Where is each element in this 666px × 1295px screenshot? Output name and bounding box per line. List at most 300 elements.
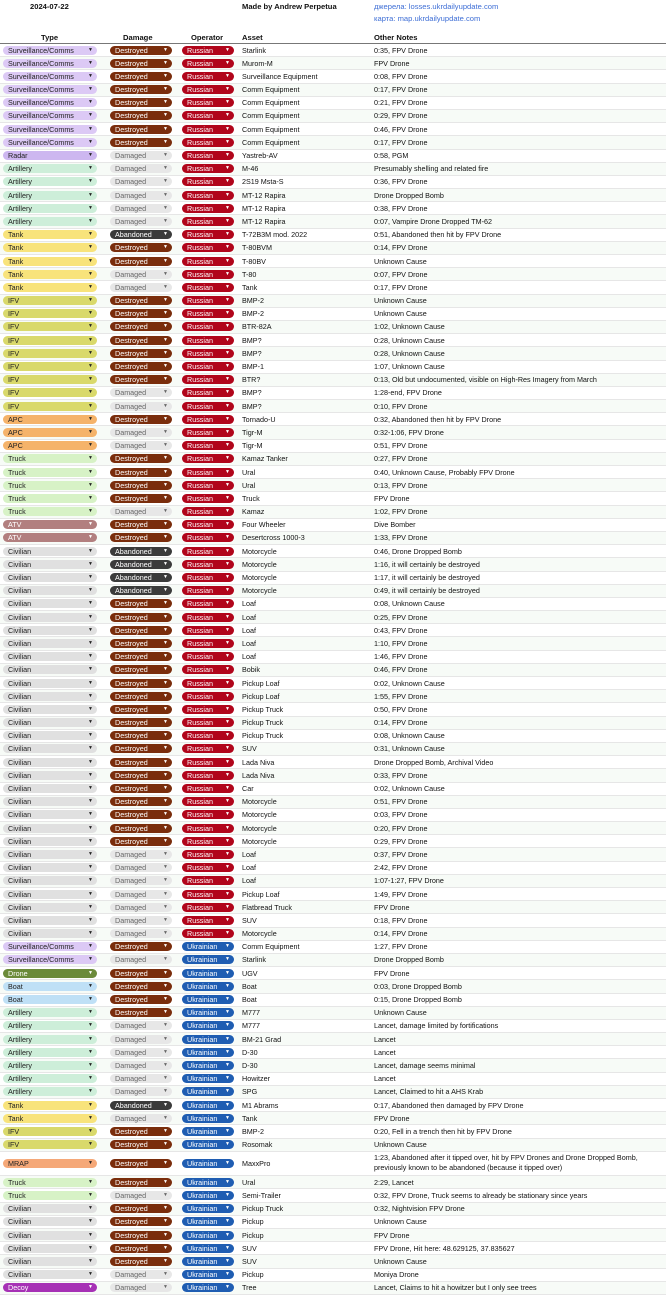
damage-dropdown[interactable]	[110, 164, 172, 173]
damage-dropdown[interactable]	[110, 533, 172, 542]
operator-dropdown[interactable]	[182, 1191, 234, 1200]
type-dropdown[interactable]	[3, 204, 97, 213]
operator-dropdown[interactable]	[182, 191, 234, 200]
operator-dropdown[interactable]	[182, 560, 234, 569]
damage-dropdown[interactable]	[110, 626, 172, 635]
type-dropdown[interactable]	[3, 560, 97, 569]
type-dropdown[interactable]	[3, 296, 97, 305]
column-header-operator[interactable]: Operator	[191, 33, 224, 42]
damage-dropdown[interactable]	[110, 1231, 172, 1240]
operator-dropdown[interactable]	[182, 1270, 234, 1279]
type-dropdown[interactable]	[3, 72, 97, 81]
damage-dropdown[interactable]	[110, 1191, 172, 1200]
operator-dropdown[interactable]	[182, 72, 234, 81]
damage-dropdown[interactable]	[110, 1101, 172, 1110]
type-dropdown[interactable]	[3, 916, 97, 925]
asset-cell: Kamaz	[242, 507, 265, 517]
type-dropdown[interactable]	[3, 257, 97, 266]
damage-dropdown[interactable]	[110, 1140, 172, 1149]
damage-dropdown[interactable]	[110, 797, 172, 806]
operator-dropdown[interactable]	[182, 665, 234, 674]
damage-dropdown[interactable]	[110, 1217, 172, 1226]
operator-dropdown[interactable]	[182, 217, 234, 226]
operator-dropdown[interactable]	[182, 98, 234, 107]
type-dropdown[interactable]	[3, 837, 97, 846]
damage-dropdown[interactable]	[110, 296, 172, 305]
operator-dropdown[interactable]	[182, 1008, 234, 1017]
operator-dropdown[interactable]	[182, 257, 234, 266]
dropdown-arrow-icon: ▼	[88, 837, 93, 844]
operator-dropdown[interactable]	[182, 863, 234, 872]
operator-dropdown[interactable]	[182, 679, 234, 688]
damage-dropdown[interactable]	[110, 191, 172, 200]
type-dropdown[interactable]	[3, 533, 97, 542]
damage-dropdown[interactable]	[110, 520, 172, 529]
damage-dropdown[interactable]	[110, 72, 172, 81]
operator-dropdown[interactable]	[182, 533, 234, 542]
type-dropdown[interactable]	[3, 428, 97, 437]
operator-dropdown[interactable]	[182, 705, 234, 714]
damage-dropdown[interactable]	[110, 995, 172, 1004]
type-dropdown[interactable]	[3, 85, 97, 94]
damage-dropdown[interactable]	[110, 125, 172, 134]
operator-dropdown[interactable]	[182, 586, 234, 595]
type-dropdown[interactable]	[3, 164, 97, 173]
operator-dropdown[interactable]	[182, 744, 234, 753]
type-dropdown[interactable]	[3, 125, 97, 134]
operator-dropdown[interactable]	[182, 1048, 234, 1057]
operator-dropdown[interactable]	[182, 1114, 234, 1123]
operator-dropdown[interactable]	[182, 1101, 234, 1110]
damage-dropdown[interactable]	[110, 1008, 172, 1017]
source-link-losses[interactable]: джерела: losses.ukrdailyupdate.com	[374, 2, 499, 11]
operator-dropdown[interactable]	[182, 850, 234, 859]
operator-dropdown[interactable]	[182, 494, 234, 503]
damage-dropdown[interactable]	[110, 784, 172, 793]
type-dropdown[interactable]	[3, 191, 97, 200]
operator-dropdown[interactable]	[182, 797, 234, 806]
damage-dropdown[interactable]	[110, 1283, 172, 1292]
damage-dropdown[interactable]	[110, 507, 172, 516]
type-dropdown[interactable]	[3, 481, 97, 490]
damage-dropdown[interactable]	[110, 810, 172, 819]
type-dropdown[interactable]	[3, 903, 97, 912]
damage-dropdown[interactable]	[110, 1270, 172, 1279]
damage-dropdown[interactable]	[110, 863, 172, 872]
operator-dropdown[interactable]	[182, 428, 234, 437]
type-dropdown[interactable]	[3, 771, 97, 780]
damage-dropdown[interactable]	[110, 665, 172, 674]
damage-dropdown[interactable]	[110, 388, 172, 397]
damage-dropdown[interactable]	[110, 850, 172, 859]
type-dropdown[interactable]	[3, 982, 97, 991]
type-dropdown[interactable]	[3, 824, 97, 833]
damage-dropdown[interactable]	[110, 454, 172, 463]
damage-dropdown[interactable]	[110, 1021, 172, 1030]
damage-dropdown[interactable]	[110, 837, 172, 846]
type-dropdown[interactable]	[3, 890, 97, 899]
operator-dropdown[interactable]	[182, 784, 234, 793]
damage-dropdown[interactable]	[110, 1048, 172, 1057]
operator-dropdown[interactable]	[182, 85, 234, 94]
damage-dropdown[interactable]	[110, 217, 172, 226]
operator-dropdown[interactable]	[182, 1140, 234, 1149]
damage-dropdown[interactable]	[110, 1159, 172, 1168]
column-header-type[interactable]: Type	[41, 33, 59, 42]
type-dropdown[interactable]	[3, 942, 97, 951]
damage-dropdown[interactable]	[110, 1127, 172, 1136]
type-dropdown[interactable]	[3, 626, 97, 635]
operator-dropdown[interactable]	[182, 230, 234, 239]
damage-dropdown[interactable]	[110, 705, 172, 714]
operator-dropdown[interactable]	[182, 599, 234, 608]
type-dropdown[interactable]	[3, 613, 97, 622]
type-dropdown[interactable]	[3, 151, 97, 160]
damage-dropdown[interactable]	[110, 744, 172, 753]
damage-dropdown[interactable]	[110, 652, 172, 661]
operator-dropdown[interactable]	[182, 692, 234, 701]
type-dropdown[interactable]	[3, 1244, 97, 1253]
type-dropdown[interactable]	[3, 876, 97, 885]
type-dropdown[interactable]	[3, 955, 97, 964]
operator-dropdown[interactable]	[182, 270, 234, 279]
operator-dropdown[interactable]	[182, 876, 234, 885]
column-header-asset[interactable]: Asset	[242, 33, 263, 42]
damage-dropdown[interactable]	[110, 481, 172, 490]
type-dropdown[interactable]	[3, 929, 97, 938]
dropdown-arrow-icon: ▼	[163, 837, 168, 844]
dropdown-arrow-icon: ▼	[88, 1231, 93, 1238]
type-dropdown-label: Civilian	[8, 573, 32, 582]
type-dropdown[interactable]	[3, 744, 97, 753]
damage-dropdown[interactable]	[110, 230, 172, 239]
type-dropdown[interactable]	[3, 995, 97, 1004]
operator-dropdown[interactable]	[182, 718, 234, 727]
damage-dropdown[interactable]	[110, 758, 172, 767]
type-dropdown[interactable]	[3, 573, 97, 582]
type-dropdown[interactable]	[3, 1257, 97, 1266]
type-dropdown[interactable]	[3, 1283, 97, 1292]
source-link-map[interactable]: карта: map.ukrdailyupdate.com	[374, 14, 481, 23]
operator-dropdown[interactable]	[182, 151, 234, 160]
type-dropdown[interactable]	[3, 336, 97, 345]
type-dropdown[interactable]	[3, 599, 97, 608]
type-dropdown[interactable]	[3, 138, 97, 147]
type-dropdown[interactable]	[3, 309, 97, 318]
type-dropdown[interactable]	[3, 758, 97, 767]
damage-dropdown[interactable]	[110, 138, 172, 147]
type-dropdown[interactable]	[3, 217, 97, 226]
operator-dropdown[interactable]	[182, 1035, 234, 1044]
column-header-damage[interactable]: Damage	[123, 33, 153, 42]
operator-dropdown[interactable]	[182, 46, 234, 55]
type-dropdown[interactable]	[3, 520, 97, 529]
operator-dropdown[interactable]	[182, 1204, 234, 1213]
operator-dropdown[interactable]	[182, 969, 234, 978]
column-header-notes[interactable]: Other Notes	[374, 33, 418, 42]
damage-dropdown[interactable]	[110, 402, 172, 411]
damage-dropdown[interactable]	[110, 771, 172, 780]
type-dropdown[interactable]	[3, 349, 97, 358]
operator-dropdown[interactable]	[182, 177, 234, 186]
damage-dropdown[interactable]	[110, 322, 172, 331]
type-dropdown[interactable]	[3, 177, 97, 186]
type-dropdown[interactable]	[3, 243, 97, 252]
dropdown-arrow-icon: ▼	[88, 1191, 93, 1198]
type-dropdown[interactable]	[3, 1008, 97, 1017]
operator-dropdown[interactable]	[182, 1217, 234, 1226]
damage-dropdown[interactable]	[110, 375, 172, 384]
damage-dropdown[interactable]	[110, 929, 172, 938]
operator-dropdown[interactable]	[182, 204, 234, 213]
operator-dropdown[interactable]	[182, 296, 234, 305]
type-dropdown[interactable]	[3, 1127, 97, 1136]
damage-dropdown[interactable]	[110, 1061, 172, 1070]
damage-dropdown[interactable]	[110, 85, 172, 94]
damage-dropdown[interactable]	[110, 876, 172, 885]
damage-dropdown[interactable]	[110, 955, 172, 964]
operator-dropdown[interactable]	[182, 454, 234, 463]
type-dropdown[interactable]	[3, 1035, 97, 1044]
operator-dropdown[interactable]	[182, 283, 234, 292]
damage-dropdown[interactable]	[110, 547, 172, 556]
type-dropdown[interactable]	[3, 111, 97, 120]
type-dropdown[interactable]	[3, 863, 97, 872]
operator-dropdown[interactable]	[182, 1283, 234, 1292]
damage-dropdown[interactable]	[110, 151, 172, 160]
type-dropdown[interactable]	[3, 507, 97, 516]
damage-dropdown[interactable]	[110, 942, 172, 951]
damage-dropdown[interactable]	[110, 59, 172, 68]
type-dropdown[interactable]	[3, 494, 97, 503]
operator-dropdown[interactable]	[182, 613, 234, 622]
damage-dropdown[interactable]	[110, 586, 172, 595]
damage-dropdown[interactable]	[110, 362, 172, 371]
operator-dropdown[interactable]	[182, 731, 234, 740]
damage-dropdown[interactable]	[110, 98, 172, 107]
type-dropdown[interactable]	[3, 1061, 97, 1070]
operator-dropdown[interactable]	[182, 59, 234, 68]
operator-dropdown[interactable]	[182, 520, 234, 529]
damage-dropdown[interactable]	[110, 731, 172, 740]
damage-dropdown[interactable]	[110, 1074, 172, 1083]
type-dropdown[interactable]	[3, 468, 97, 477]
type-dropdown[interactable]	[3, 1021, 97, 1030]
operator-dropdown[interactable]	[182, 415, 234, 424]
operator-dropdown[interactable]	[182, 336, 234, 345]
damage-dropdown[interactable]	[110, 613, 172, 622]
type-dropdown[interactable]	[3, 586, 97, 595]
operator-dropdown[interactable]	[182, 111, 234, 120]
damage-dropdown[interactable]	[110, 718, 172, 727]
operator-dropdown[interactable]	[182, 322, 234, 331]
type-dropdown[interactable]	[3, 46, 97, 55]
type-dropdown[interactable]	[3, 718, 97, 727]
operator-dropdown[interactable]	[182, 362, 234, 371]
damage-dropdown[interactable]	[110, 560, 172, 569]
type-dropdown-label: Surveillance/Comms	[8, 71, 74, 81]
operator-dropdown[interactable]	[182, 771, 234, 780]
operator-dropdown-label: Russian	[187, 203, 213, 213]
damage-dropdown[interactable]	[110, 1244, 172, 1253]
operator-dropdown[interactable]	[182, 903, 234, 912]
damage-dropdown[interactable]	[110, 336, 172, 345]
type-dropdown[interactable]	[3, 665, 97, 674]
operator-dropdown[interactable]	[182, 652, 234, 661]
type-dropdown[interactable]	[3, 969, 97, 978]
type-dropdown[interactable]	[3, 705, 97, 714]
operator-dropdown[interactable]	[182, 1178, 234, 1187]
operator-dropdown[interactable]	[182, 441, 234, 450]
type-dropdown[interactable]	[3, 98, 97, 107]
operator-dropdown[interactable]	[182, 1087, 234, 1096]
type-dropdown[interactable]	[3, 1140, 97, 1149]
type-dropdown[interactable]	[3, 1087, 97, 1096]
damage-dropdown[interactable]	[110, 1257, 172, 1266]
type-dropdown[interactable]	[3, 1101, 97, 1110]
operator-dropdown[interactable]	[182, 995, 234, 1004]
operator-dropdown[interactable]	[182, 916, 234, 925]
operator-dropdown[interactable]	[182, 626, 234, 635]
type-dropdown[interactable]	[3, 1191, 97, 1200]
damage-dropdown-label: Destroyed	[115, 533, 148, 543]
operator-dropdown[interactable]	[182, 375, 234, 384]
operator-dropdown[interactable]	[182, 639, 234, 648]
damage-dropdown[interactable]	[110, 428, 172, 437]
operator-dropdown[interactable]	[182, 1127, 234, 1136]
operator-dropdown[interactable]	[182, 388, 234, 397]
damage-dropdown[interactable]	[110, 415, 172, 424]
damage-dropdown[interactable]	[110, 890, 172, 899]
damage-dropdown[interactable]	[110, 283, 172, 292]
type-dropdown[interactable]	[3, 784, 97, 793]
type-dropdown[interactable]	[3, 547, 97, 556]
type-dropdown[interactable]	[3, 1270, 97, 1279]
type-dropdown[interactable]	[3, 402, 97, 411]
type-dropdown[interactable]	[3, 454, 97, 463]
operator-dropdown[interactable]	[182, 1231, 234, 1240]
damage-dropdown[interactable]	[110, 824, 172, 833]
type-dropdown[interactable]	[3, 810, 97, 819]
damage-dropdown[interactable]	[110, 969, 172, 978]
damage-dropdown[interactable]	[110, 494, 172, 503]
dropdown-arrow-icon: ▼	[163, 732, 168, 739]
operator-dropdown[interactable]	[182, 1021, 234, 1030]
damage-dropdown[interactable]	[110, 1114, 172, 1123]
operator-dropdown[interactable]	[182, 1074, 234, 1083]
type-dropdown[interactable]	[3, 1231, 97, 1240]
type-dropdown[interactable]	[3, 639, 97, 648]
damage-dropdown[interactable]	[110, 46, 172, 55]
type-dropdown[interactable]	[3, 362, 97, 371]
damage-dropdown[interactable]	[110, 177, 172, 186]
damage-dropdown[interactable]	[110, 349, 172, 358]
damage-dropdown[interactable]	[110, 309, 172, 318]
type-dropdown[interactable]	[3, 59, 97, 68]
type-dropdown[interactable]	[3, 1178, 97, 1187]
type-dropdown[interactable]	[3, 731, 97, 740]
operator-dropdown[interactable]	[182, 982, 234, 991]
type-dropdown[interactable]	[3, 375, 97, 384]
damage-dropdown[interactable]	[110, 1087, 172, 1096]
type-dropdown[interactable]	[3, 1048, 97, 1057]
damage-dropdown[interactable]	[110, 441, 172, 450]
type-dropdown[interactable]	[3, 1114, 97, 1123]
operator-dropdown[interactable]	[182, 824, 234, 833]
operator-dropdown[interactable]	[182, 1159, 234, 1168]
damage-dropdown[interactable]	[110, 1035, 172, 1044]
type-dropdown[interactable]	[3, 1074, 97, 1083]
damage-dropdown[interactable]	[110, 639, 172, 648]
damage-dropdown[interactable]	[110, 1204, 172, 1213]
operator-dropdown[interactable]	[182, 164, 234, 173]
operator-dropdown[interactable]	[182, 758, 234, 767]
operator-dropdown[interactable]	[182, 810, 234, 819]
damage-dropdown[interactable]	[110, 111, 172, 120]
operator-dropdown[interactable]	[182, 481, 234, 490]
operator-dropdown[interactable]	[182, 349, 234, 358]
operator-dropdown[interactable]	[182, 955, 234, 964]
notes-cell: Lancet, Claimed to hit a AHS Krab	[374, 1087, 484, 1097]
type-dropdown[interactable]	[3, 652, 97, 661]
type-dropdown[interactable]	[3, 441, 97, 450]
damage-dropdown[interactable]	[110, 270, 172, 279]
operator-dropdown[interactable]	[182, 942, 234, 951]
operator-dropdown[interactable]	[182, 837, 234, 846]
damage-dropdown[interactable]	[110, 903, 172, 912]
operator-dropdown[interactable]	[182, 243, 234, 252]
type-dropdown[interactable]	[3, 850, 97, 859]
operator-dropdown[interactable]	[182, 125, 234, 134]
operator-dropdown[interactable]	[182, 468, 234, 477]
type-dropdown[interactable]	[3, 388, 97, 397]
operator-dropdown[interactable]	[182, 507, 234, 516]
operator-dropdown[interactable]	[182, 547, 234, 556]
operator-dropdown[interactable]	[182, 890, 234, 899]
damage-dropdown[interactable]	[110, 692, 172, 701]
operator-dropdown[interactable]	[182, 309, 234, 318]
damage-dropdown[interactable]	[110, 468, 172, 477]
damage-dropdown[interactable]	[110, 204, 172, 213]
operator-dropdown[interactable]	[182, 1257, 234, 1266]
damage-dropdown[interactable]	[110, 982, 172, 991]
damage-dropdown[interactable]	[110, 573, 172, 582]
operator-dropdown[interactable]	[182, 573, 234, 582]
damage-dropdown[interactable]	[110, 1178, 172, 1187]
type-dropdown[interactable]	[3, 692, 97, 701]
damage-dropdown[interactable]	[110, 679, 172, 688]
type-dropdown[interactable]	[3, 1204, 97, 1213]
operator-dropdown[interactable]	[182, 402, 234, 411]
operator-dropdown[interactable]	[182, 1061, 234, 1070]
damage-dropdown[interactable]	[110, 599, 172, 608]
type-dropdown[interactable]	[3, 1159, 97, 1168]
damage-dropdown[interactable]	[110, 916, 172, 925]
type-dropdown[interactable]	[3, 679, 97, 688]
type-dropdown[interactable]	[3, 1217, 97, 1226]
type-dropdown[interactable]	[3, 283, 97, 292]
type-dropdown[interactable]	[3, 322, 97, 331]
operator-dropdown[interactable]	[182, 1244, 234, 1253]
type-dropdown[interactable]	[3, 415, 97, 424]
operator-dropdown[interactable]	[182, 138, 234, 147]
type-dropdown[interactable]	[3, 270, 97, 279]
damage-dropdown[interactable]	[110, 243, 172, 252]
type-dropdown[interactable]	[3, 797, 97, 806]
damage-dropdown[interactable]	[110, 257, 172, 266]
type-dropdown[interactable]	[3, 230, 97, 239]
operator-dropdown[interactable]	[182, 929, 234, 938]
